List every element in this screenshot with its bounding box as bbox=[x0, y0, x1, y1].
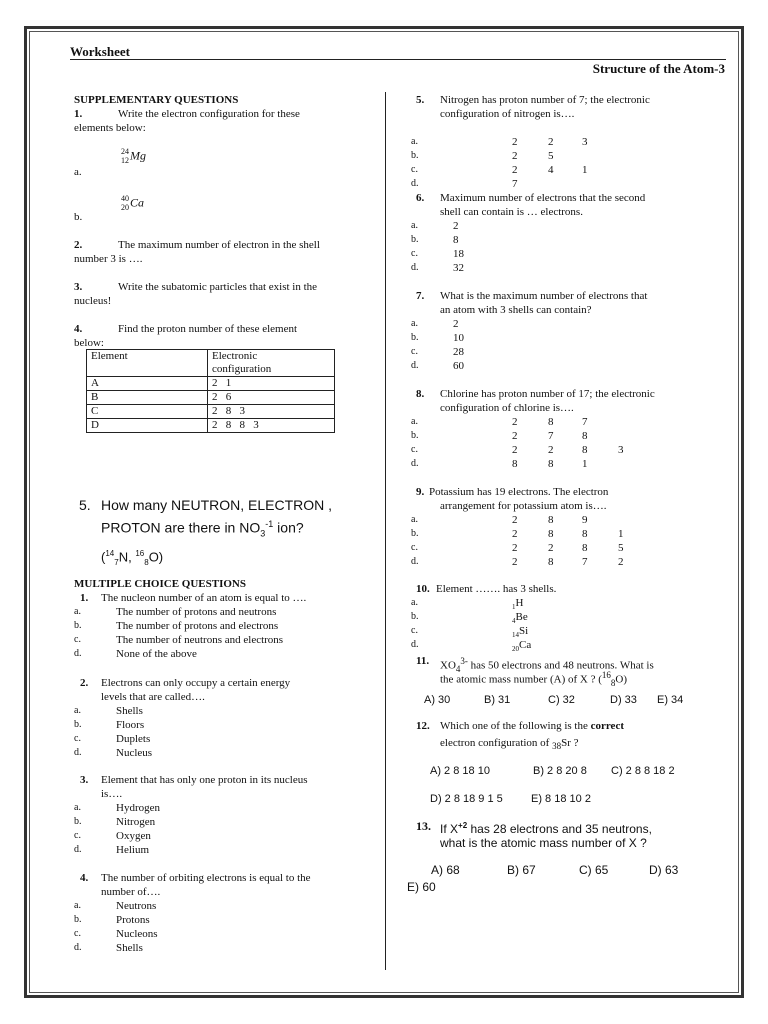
option-label: c. bbox=[74, 634, 81, 645]
option-value: 8 bbox=[512, 458, 518, 470]
option-value: 3 bbox=[618, 444, 624, 456]
mcq7-question-line2: an atom with 3 shells can contain? bbox=[440, 304, 592, 316]
mcq9-question-line1: Potassium has 19 electrons. The electron bbox=[429, 486, 609, 498]
option-value: 7 bbox=[512, 178, 518, 190]
option-label: a. bbox=[74, 606, 81, 617]
isotope-ca: 40 20Ca bbox=[121, 194, 145, 212]
mcq11-question-line2: the atomic mass number (A) of X ? ($^{16}_8$O) bbox=[440, 670, 628, 688]
option-label: d. bbox=[411, 458, 419, 469]
mcq3-number: 3. bbox=[80, 774, 89, 786]
option-label: a. bbox=[74, 900, 81, 911]
mcq11-number: 11. bbox=[416, 655, 430, 667]
option-label: c. bbox=[411, 444, 418, 455]
option-text: 60 bbox=[453, 360, 464, 372]
option-value: 3 bbox=[582, 136, 588, 148]
option-value: 2 bbox=[512, 416, 518, 428]
option-label: c. bbox=[74, 733, 81, 744]
mcq9-question-line2: arrangement for potassium atom is…. bbox=[440, 500, 607, 512]
q1-text-line2: elements below: bbox=[74, 122, 146, 134]
option-label: c. bbox=[411, 346, 418, 357]
option-label: a. bbox=[411, 318, 418, 329]
option-label: b. bbox=[411, 528, 419, 539]
mcq9-number: 9. bbox=[416, 486, 425, 498]
option-text: Neutrons bbox=[116, 900, 157, 912]
option-value: 1 bbox=[582, 164, 588, 176]
option-text: Duplets bbox=[116, 733, 151, 745]
option-element: $_1$H bbox=[512, 597, 524, 612]
option-label: d. bbox=[411, 178, 419, 189]
option-label: a. bbox=[74, 802, 81, 813]
mcq7-question-line1: What is the maximum number of electrons that bbox=[440, 290, 648, 302]
mcq4-question-line1: The number of orbiting electrons is equal to the bbox=[101, 872, 311, 884]
mcq6-question-line2: shell can contain is … electrons. bbox=[440, 206, 583, 218]
header-rule bbox=[70, 59, 726, 60]
mcq2-question-line1: Electrons can only occupy a certain energy bbox=[101, 677, 291, 689]
option-label: a. bbox=[411, 597, 418, 608]
option-label: d. bbox=[74, 648, 82, 659]
table-row: A 2 1 bbox=[87, 377, 335, 391]
option-text: Shells bbox=[116, 942, 143, 954]
option-element: $_{14}$Si bbox=[512, 625, 529, 640]
option-label: a. bbox=[411, 416, 418, 427]
mcq1-question: The nucleon number of an atom is equal to …. bbox=[101, 592, 307, 604]
option-label: c. bbox=[411, 625, 418, 636]
electron-config-table bbox=[86, 349, 335, 433]
mcq3-question-line2: is…. bbox=[101, 788, 123, 800]
option-label: b. bbox=[74, 620, 82, 631]
option-element: $_4$Be bbox=[512, 611, 528, 626]
mcq5-question-line2: configuration of nitrogen is…. bbox=[440, 108, 575, 120]
q1-option-a-label: a. bbox=[74, 166, 82, 178]
answer-choice: A) 68 bbox=[431, 863, 460, 877]
option-value: 7 bbox=[582, 556, 588, 568]
option-value: 8 bbox=[582, 542, 588, 554]
mcq12-question-line1: Which one of the following is the correct bbox=[440, 720, 624, 732]
option-value: 2 bbox=[512, 514, 518, 526]
table-row: B 2 6 bbox=[87, 391, 335, 405]
q1-text-line1: Write the electron configuration for these bbox=[118, 108, 300, 120]
option-label: b. bbox=[74, 719, 82, 730]
mcq6-number: 6. bbox=[416, 192, 425, 204]
mcq13-question-line2: what is the atomic mass number of X ? bbox=[440, 836, 647, 850]
table-row: D 2 8 8 3 bbox=[87, 419, 335, 433]
option-label: b. bbox=[411, 332, 419, 343]
option-value: 2 bbox=[512, 164, 518, 176]
option-text: 2 bbox=[453, 318, 459, 330]
q2-text-line1: The maximum number of electron in the shell bbox=[118, 239, 320, 251]
option-text: The number of neutrons and electrons bbox=[116, 634, 284, 646]
option-text: Hydrogen bbox=[116, 802, 160, 814]
mcq8-question-line1: Chlorine has proton number of 17; the electronic bbox=[440, 388, 655, 400]
q4-text-line1: Find the proton number of these element bbox=[118, 323, 298, 335]
option-text: 2 bbox=[453, 220, 459, 232]
q1-option-b-label: b. bbox=[74, 211, 83, 223]
option-value: 2 bbox=[512, 528, 518, 540]
supplementary-title: SUPPLEMENTARY QUESTIONS bbox=[74, 94, 239, 106]
option-value: 8 bbox=[548, 416, 554, 428]
answer-choice: C) 2 8 8 18 2 bbox=[611, 765, 675, 777]
option-label: b. bbox=[411, 234, 419, 245]
option-value: 8 bbox=[548, 514, 554, 526]
option-text: Oxygen bbox=[116, 830, 151, 842]
option-label: b. bbox=[74, 914, 82, 925]
option-label: c. bbox=[411, 542, 418, 553]
q4-number: 4. bbox=[74, 323, 83, 335]
option-text: The number of protons and electrons bbox=[116, 620, 279, 632]
option-text: None of the above bbox=[116, 648, 197, 660]
option-value: 7 bbox=[582, 416, 588, 428]
answer-choice: E) 60 bbox=[407, 880, 436, 894]
mcq5-question-line1: Nitrogen has proton number of 7; the electronic bbox=[440, 94, 650, 106]
mcq1-number: 1. bbox=[80, 592, 89, 604]
option-text: Nucleons bbox=[116, 928, 158, 940]
mcq-title: MULTIPLE CHOICE QUESTIONS bbox=[74, 578, 246, 590]
option-label: b. bbox=[411, 611, 419, 622]
option-value: 2 bbox=[512, 430, 518, 442]
option-value: 8 bbox=[582, 444, 588, 456]
answer-choice: A) 2 8 18 10 bbox=[430, 765, 490, 777]
answer-choice: A) 30 bbox=[424, 694, 451, 706]
option-value: 9 bbox=[582, 514, 588, 526]
option-label: c. bbox=[74, 830, 81, 841]
option-value: 7 bbox=[548, 430, 554, 442]
option-value: 2 bbox=[512, 150, 518, 162]
q2-number: 2. bbox=[74, 239, 83, 251]
option-text: Protons bbox=[116, 914, 150, 926]
option-label: a. bbox=[74, 705, 81, 716]
option-label: a. bbox=[411, 220, 418, 231]
option-value: 2 bbox=[548, 444, 554, 456]
q2-text-line2: number 3 is …. bbox=[74, 253, 143, 265]
option-value: 8 bbox=[548, 556, 554, 568]
worksheet-label: Worksheet bbox=[70, 44, 130, 59]
mcq4-question-line2: number of…. bbox=[101, 886, 161, 898]
option-label: d. bbox=[411, 556, 419, 567]
mcq5-number: 5. bbox=[416, 94, 425, 106]
q4-text-line2: below: bbox=[74, 337, 104, 349]
option-element: $_{20}$Ca bbox=[512, 639, 532, 654]
option-text: 8 bbox=[453, 234, 459, 246]
option-text: Floors bbox=[116, 719, 145, 731]
option-label: b. bbox=[411, 150, 419, 161]
answer-choice: B) 2 8 20 8 bbox=[533, 765, 587, 777]
q5-text-line1: How many NEUTRON, ELECTRON , bbox=[101, 497, 333, 513]
mcq3-question-line1: Element that has only one proton in its nucleus bbox=[101, 774, 308, 786]
option-value: 5 bbox=[618, 542, 624, 554]
option-text: Nitrogen bbox=[116, 816, 156, 828]
table-header-row bbox=[87, 350, 335, 377]
option-value: 1 bbox=[618, 528, 624, 540]
isotope-mg: 24 12Mg bbox=[121, 147, 146, 165]
mcq4-number: 4. bbox=[80, 872, 89, 884]
mcq7-number: 7. bbox=[416, 290, 425, 302]
mcq12-question-line2: electron configuration of $_{38}$Sr ? bbox=[440, 737, 579, 752]
option-value: 2 bbox=[548, 136, 554, 148]
mcq10-number: 10. bbox=[416, 583, 430, 595]
mcq2-number: 2. bbox=[80, 677, 89, 689]
option-value: 2 bbox=[512, 444, 518, 456]
mcq8-question-line2: configuration of chlorine is…. bbox=[440, 402, 574, 414]
option-text: Helium bbox=[116, 844, 149, 856]
mcq8-number: 8. bbox=[416, 388, 425, 400]
q1-number: 1. bbox=[74, 108, 83, 120]
mcq10-question: Element ……. has 3 shells. bbox=[436, 583, 557, 595]
option-value: 8 bbox=[548, 528, 554, 540]
q5-isotopes: ($^{14}_7$N, $^{16}_8$O) bbox=[101, 549, 164, 567]
option-label: b. bbox=[411, 430, 419, 441]
option-value: 8 bbox=[548, 458, 554, 470]
option-value: 8 bbox=[582, 528, 588, 540]
mcq11-question-line1: $XO_4^{3-}$ has 50 electrons and 48 neutrons. What is bbox=[440, 656, 654, 674]
option-text: 18 bbox=[453, 248, 464, 260]
option-value: 5 bbox=[548, 150, 554, 162]
answer-choice: D) 63 bbox=[649, 863, 679, 877]
option-label: d. bbox=[74, 942, 82, 953]
option-label: a. bbox=[411, 514, 418, 525]
option-label: d. bbox=[411, 360, 419, 371]
option-value: 8 bbox=[582, 430, 588, 442]
option-text: Nucleus bbox=[116, 747, 153, 759]
option-text: 28 bbox=[453, 346, 464, 358]
option-label: d. bbox=[411, 639, 419, 650]
option-value: 1 bbox=[582, 458, 588, 470]
option-label: c. bbox=[411, 164, 418, 175]
option-text: Shells bbox=[116, 705, 143, 717]
column-divider bbox=[385, 92, 386, 970]
option-label: d. bbox=[411, 262, 419, 273]
q3-text-line2: nucleus! bbox=[74, 295, 112, 307]
answer-choice: E) 8 18 10 2 bbox=[531, 793, 591, 805]
option-label: d. bbox=[74, 844, 82, 855]
option-label: c. bbox=[74, 928, 81, 939]
mcq13-number: 13. bbox=[416, 819, 431, 833]
mcq12-number: 12. bbox=[416, 720, 430, 732]
answer-choice: C) 65 bbox=[579, 863, 609, 877]
option-value: 4 bbox=[548, 164, 554, 176]
option-value: 2 bbox=[548, 542, 554, 554]
q3-number: 3. bbox=[74, 281, 83, 293]
answer-choice: B) 31 bbox=[484, 694, 511, 706]
mcq13-question-line1: If $X^{+2}$ has 28 electrons and 35 neutrons, bbox=[440, 821, 652, 836]
table-header-configuration: Electronic configuration bbox=[208, 350, 335, 377]
option-label: b. bbox=[74, 816, 82, 827]
worksheet-title: Structure of the Atom-3 bbox=[592, 61, 725, 76]
mcq6-question-line1: Maximum number of electrons that the second bbox=[440, 192, 646, 204]
answer-choice: D) 2 8 18 9 1 5 bbox=[430, 793, 503, 805]
option-value: 2 bbox=[512, 136, 518, 148]
answer-choice: C) 32 bbox=[548, 694, 575, 706]
option-value: 2 bbox=[512, 556, 518, 568]
option-text: The number of protons and neutrons bbox=[116, 606, 277, 618]
answer-choice: D) 33 bbox=[610, 694, 637, 706]
answer-choice: B) 67 bbox=[507, 863, 536, 877]
mcq2-question-line2: levels that are called…. bbox=[101, 691, 205, 703]
option-label: d. bbox=[74, 747, 82, 758]
q5-text-line2: PROTON are there in $NO_3^{-1}$ ion? bbox=[101, 519, 304, 539]
option-text: 32 bbox=[453, 262, 464, 274]
option-text: 10 bbox=[453, 332, 464, 344]
table-row: C 2 8 3 bbox=[87, 405, 335, 419]
answer-choice: E) 34 bbox=[657, 694, 684, 706]
q5-number: 5. bbox=[79, 497, 91, 513]
q3-text-line1: Write the subatomic particles that exist in the bbox=[118, 281, 318, 293]
option-value: 2 bbox=[618, 556, 624, 568]
table-header-element: Element bbox=[87, 350, 208, 377]
option-label: c. bbox=[411, 248, 418, 259]
option-label: a. bbox=[411, 136, 418, 147]
option-value: 2 bbox=[512, 542, 518, 554]
